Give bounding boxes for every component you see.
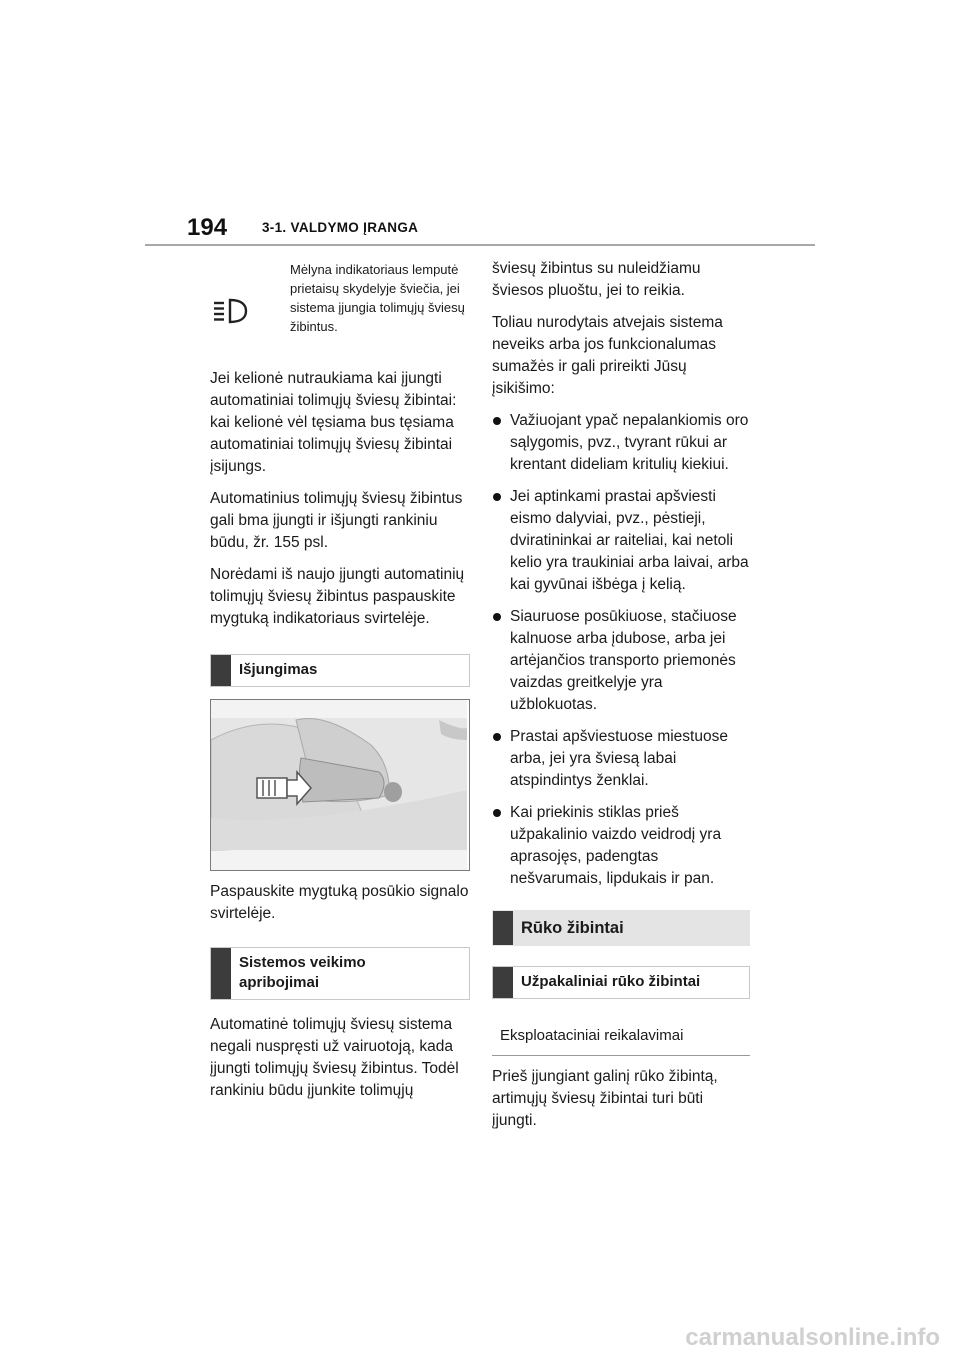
list-item: Važiuojant ypač nepalankiomis oro sąlygomis, pvz., tvyrant rūkui ar krentant dideliam kritulių kiekiui. <box>492 410 750 476</box>
list-item: Kai priekinis stiklas prieš užpakalinio vaizdo veidrodį yra aprasojęs, padengtas nešvarumais, lipdukais ir pan. <box>492 802 750 890</box>
turn-signal-lever-figure <box>210 699 470 871</box>
heading-label: Išjungimas <box>239 661 318 678</box>
bullet-icon <box>493 809 501 817</box>
list-item: Jei aptinkami prastai apšviesti eismo dalyviai, pvz., pėstieji, dviratininkai ar raiteliai, kai netoli kelio yra traukiniai arba laivai, arba kai gyvūnai išbėga į kelią. <box>492 486 750 596</box>
heading-system-limits <box>210 947 470 1000</box>
list-item: Siauruose posūkiuose, stačiuose kalnuose arba įdubose, arba jei artėjančios transporto priemonės vaizdas greitkelyje yra užblokuotas. <box>492 606 750 716</box>
sub-heading: Eksploataciniai reikalavimai <box>492 1021 750 1056</box>
heading-label: Užpakaliniai rūko žibintai <box>521 973 701 990</box>
high-beam-indicator-icon <box>210 258 290 333</box>
heading-switch-off <box>210 654 470 687</box>
bullet-icon <box>493 733 501 741</box>
figure-caption: Paspauskite mygtuką posūkio signalo svirtelėje. <box>210 883 469 922</box>
paragraph: Automatinius tolimųjų šviesų žibintus gali bma įjungti ir išjungti rankiniu būdu, žr. 155 psl. <box>210 490 463 551</box>
indicator-info <box>210 258 470 360</box>
list-item: Prastai apšviestuose miestuose arba, jei yra šviesą labai atspindintys ženklai. <box>492 726 750 792</box>
heading-label: Rūko žibintai <box>521 919 624 937</box>
watermark: carmanualsonline.info <box>685 1324 940 1351</box>
heading-rear-fog-lights <box>492 966 750 999</box>
bullet-icon <box>493 493 501 501</box>
paragraph: Norėdami iš naujo įjungti automatinių tolimųjų šviesų žibintus paspauskite mygtuką indikatoriaus svirtelėje. <box>210 566 465 627</box>
section-title: 3-1. VALDYMO ĮRANGA <box>262 220 419 235</box>
paragraph: Toliau nurodytais atvejais sistema neveiks arba jos funkcionalumas sumažės ir gali prireikti Jūsų įsikišimo: <box>492 314 723 397</box>
bullet-icon <box>493 417 501 425</box>
header-divider <box>145 244 815 246</box>
lever-illustration <box>211 700 467 870</box>
indicator-note: Mėlyna indikatoriaus lemputė prietaisų skydelyje šviečia, jei sistema įjungia tolimųjų šviesų žibintus. <box>290 262 465 334</box>
bullet-icon <box>493 613 501 621</box>
paragraph: Automatinė tolimųjų šviesų sistema negali nuspręsti už vairuotoją, kada įjungti tolimųjų šviesų žibintus. Todėl rankiniu būdu įjunkite tolimųjų <box>210 1016 459 1099</box>
paragraph: Jei kelionė nutraukiama kai įjungti automatiniai tolimųjų šviesų žibintai: kai kelionė vėl tęsiama bus tęsiama automatiniai tolimųjų šviesų žibintai įsijungs. <box>210 370 457 475</box>
page-number: 194 <box>187 214 228 241</box>
heading-fog-lights <box>492 910 750 946</box>
paragraph: šviesų žibintus su nuleidžiamu šviesos pluoštu, jei to reikia. <box>492 260 701 299</box>
heading-label: Sistemos veikimo apribojimai <box>239 954 366 991</box>
left-column <box>210 258 470 1112</box>
limitation-list <box>492 410 750 890</box>
right-column <box>492 258 750 1142</box>
paragraph: Prieš įjungiant galinį rūko žibintą, artimųjų šviesų žibintai turi būti įjungti. <box>492 1068 718 1129</box>
